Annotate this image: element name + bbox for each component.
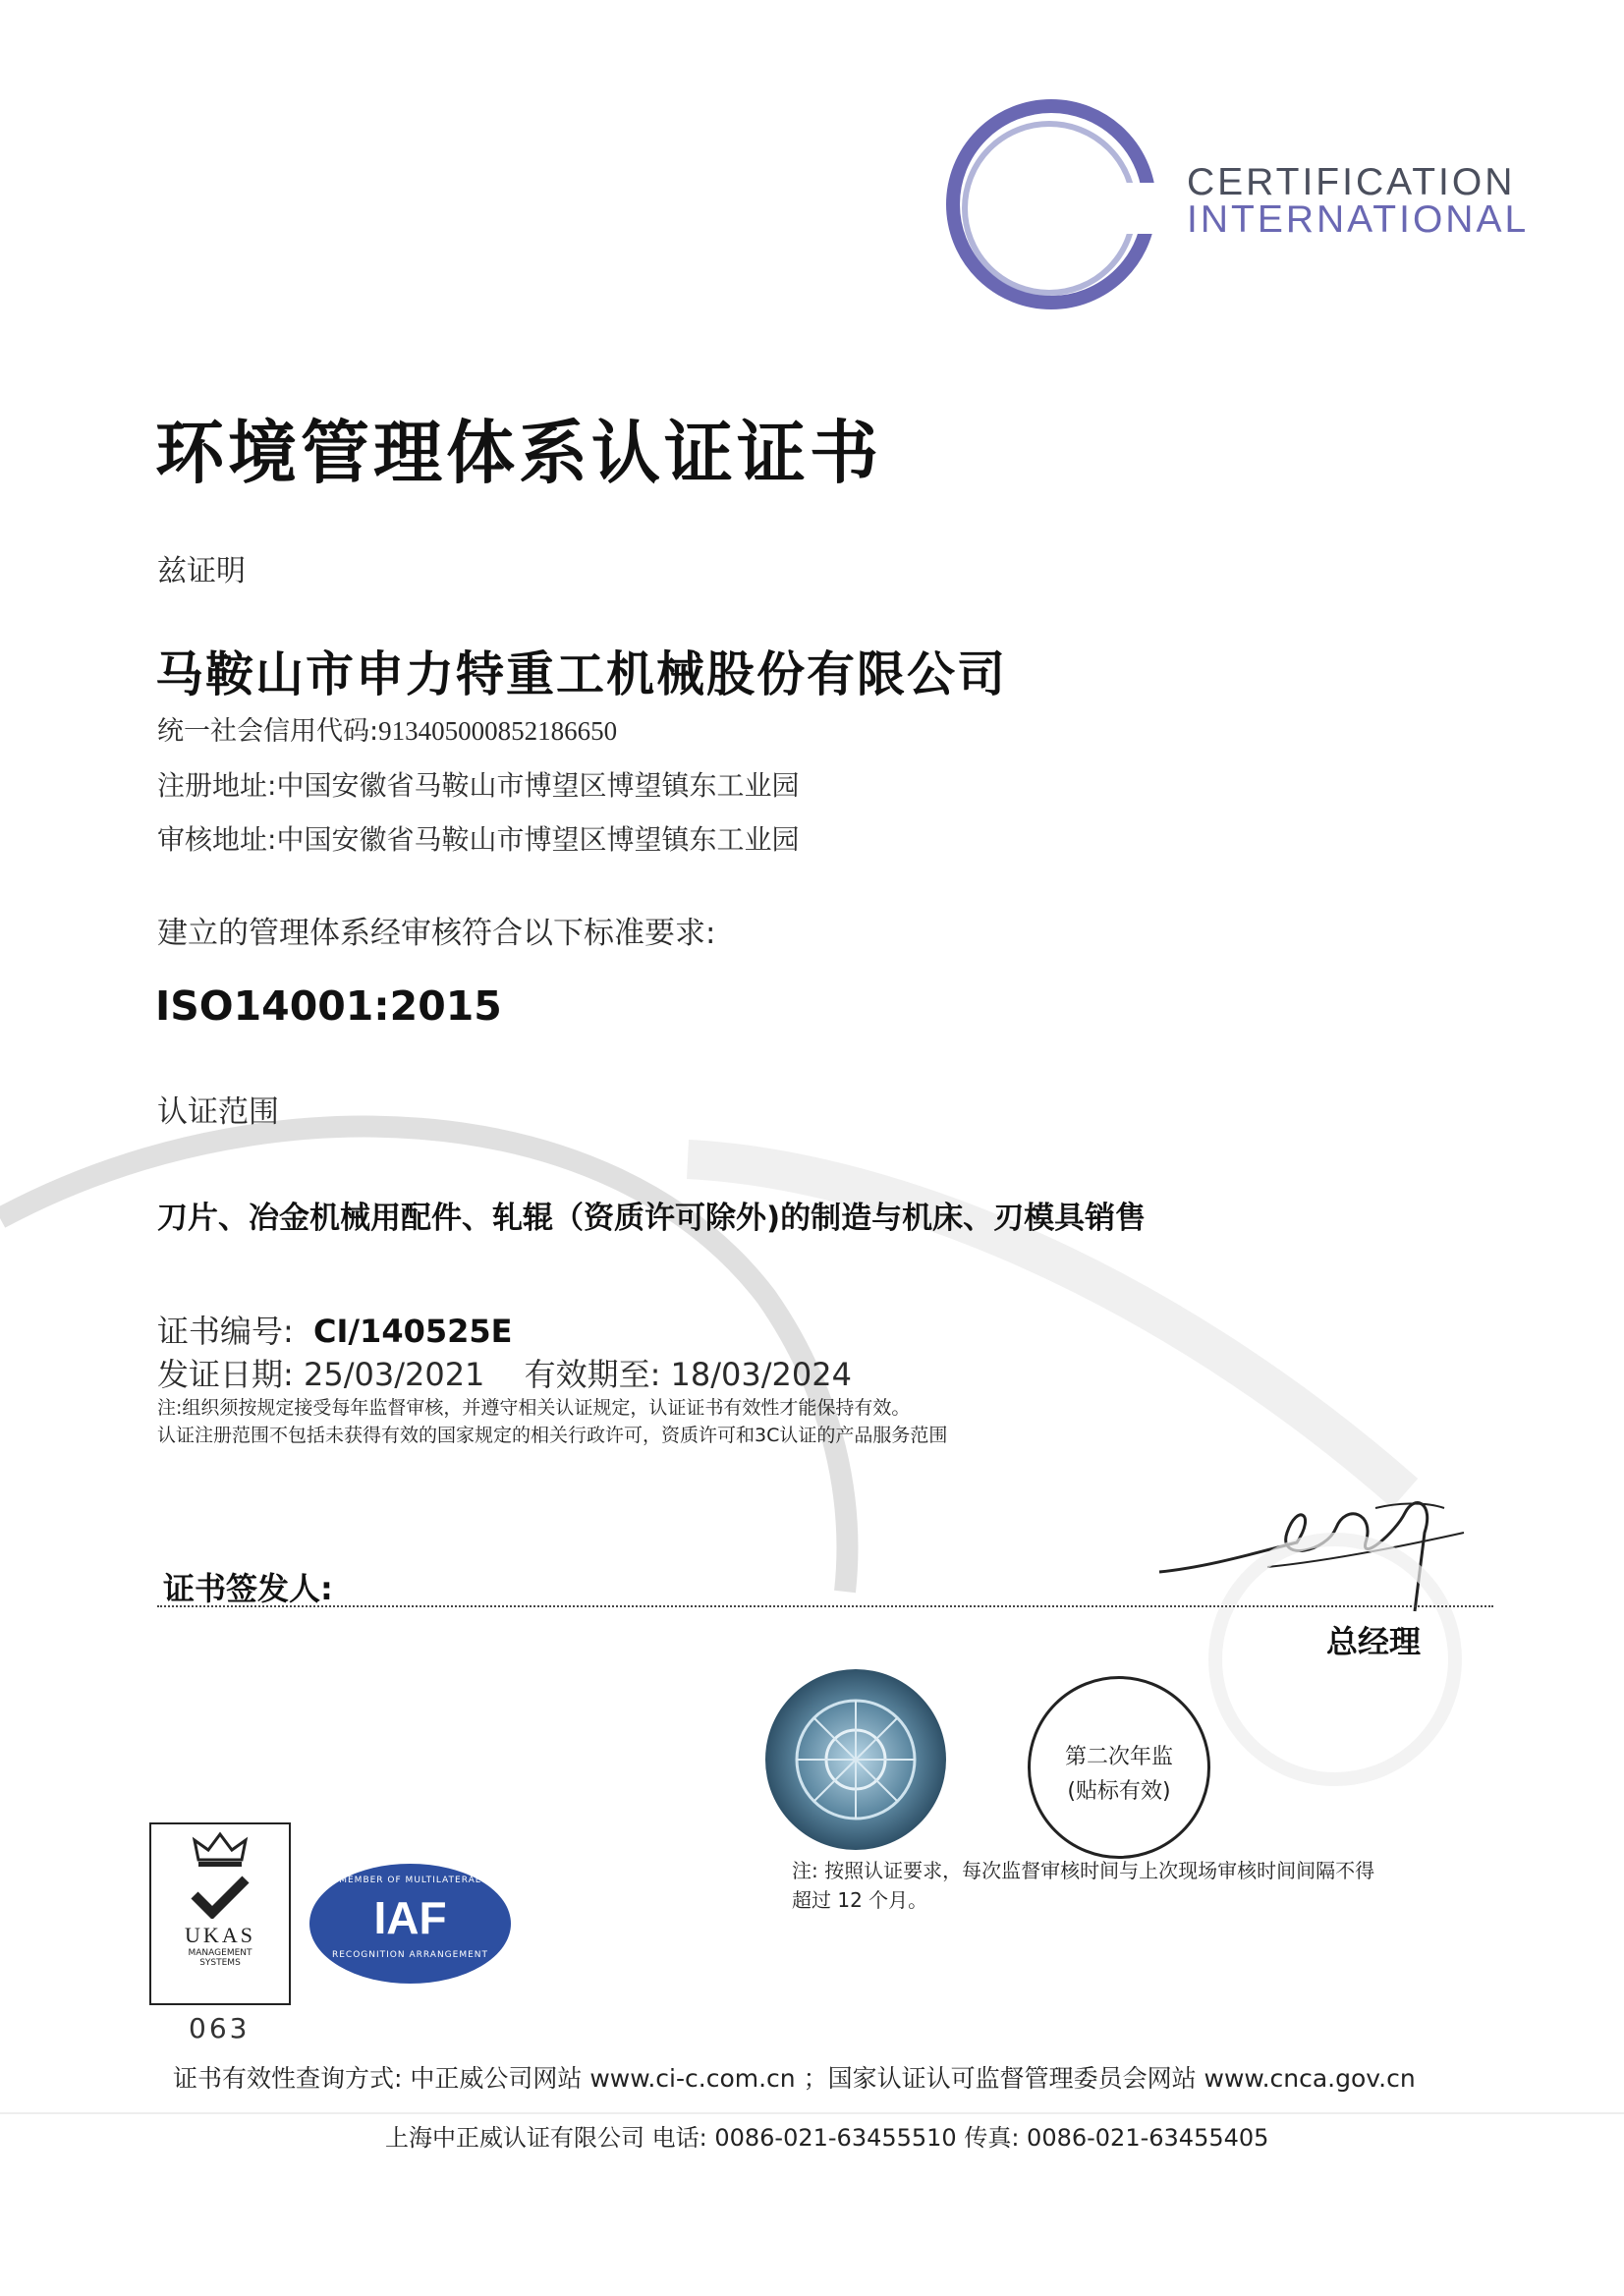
company-name: 马鞍山市申力特重工机械股份有限公司 [155, 646, 1008, 702]
expiry-date-value: 18/03/2024 [670, 1356, 852, 1393]
issue-date-value: 25/03/2021 [303, 1356, 485, 1393]
certification-international-logo [924, 88, 1533, 324]
iaf-mark [309, 1864, 511, 1984]
footer-divider [0, 2112, 1624, 2114]
audit-address-row [157, 818, 799, 858]
registered-address-value: 中国安徽省马鞍山市博望区博望镇东工业园 [276, 769, 800, 802]
verify-line: 证书有效性查询方式: 中正威公司网站 www.ci-c.com.cn ；国家认证认可监督管理委员会网站 www.cnca.gov.cn [173, 2064, 1416, 2093]
iaf-ring-bottom: RECOGNITION ARRANGEMENT [331, 1950, 489, 1960]
annual-circle-line-2: (贴标有效) [1067, 1779, 1171, 1804]
ukas-sub-line-1: MANAGEMENT [188, 1948, 252, 1958]
credit-code-value: 913405000852186650 [378, 716, 618, 746]
surveillance-note-line-2: 超过 12 个月。 [792, 1888, 928, 1912]
surveillance-note-line-1: 注: 按照认证要求，每次监督审核时间与上次现场审核时间间隔不得 [792, 1859, 1375, 1882]
credit-code-label: 统一社会信用代码: [157, 716, 379, 747]
annual-surveillance-circle [1028, 1676, 1210, 1859]
signatory-title: 总经理 [1326, 1623, 1422, 1660]
ukas-sub-line-2: SYSTEMS [199, 1958, 241, 1968]
audit-address-value: 中国安徽省马鞍山市博望区博望镇东工业园 [276, 823, 800, 856]
note-line-2: 认证注册范围不包括未获得有效的国家规定的相关行政许可，资质许可和3C认证的产品服务范围 [157, 1425, 948, 1446]
certificate-title: 环境管理体系认证证书 [155, 413, 882, 493]
iaf-text: IAF [373, 1892, 447, 1943]
logo-ring-icon [924, 88, 1189, 324]
hologram-seal-icon [762, 1666, 949, 1853]
cert-number-value: CI/140525E [312, 1313, 513, 1350]
scope-label: 认证范围 [157, 1094, 279, 1130]
standard-code: ISO14001:2015 [155, 982, 502, 1030]
cert-number-row [157, 1307, 513, 1352]
iaf-ring-top: MEMBER OF MULTILATERAL [339, 1876, 481, 1885]
logo-line-international: INTERNATIONAL [1187, 198, 1530, 241]
registered-address-label: 注册地址: [157, 769, 277, 802]
issuer-label: 证书签发人: [163, 1570, 333, 1607]
standard-intro: 建立的管理体系经审核符合以下标准要求: [157, 916, 716, 951]
issue-date-label: 发证日期: [157, 1356, 294, 1393]
registered-address-row [157, 764, 799, 804]
ukas-text: UKAS [185, 1923, 255, 1947]
logo-line-certification: CERTIFICATION [1187, 161, 1516, 203]
ukas-number: 063 [189, 2012, 251, 2044]
scope-text: 刀片、冶金机械用配件、轧辊（资质许可除外)的制造与机床、刃模具销售 [157, 1201, 1147, 1236]
checkmark-icon [189, 1876, 252, 1919]
dates-row [157, 1350, 852, 1395]
crown-icon [191, 1830, 250, 1870]
hereby-text: 兹证明 [157, 554, 246, 588]
credit-code-row [157, 709, 617, 748]
cert-number-label: 证书编号: [157, 1313, 294, 1350]
signature-dotted-line [157, 1605, 1493, 1607]
ukas-mark [149, 1822, 291, 2005]
contact-line: 上海中正威认证有限公司 电话: 0086-021-63455510 传真: 0086-021-63455405 [385, 2124, 1269, 2152]
annual-circle-line-1: 第二次年监 [1064, 1745, 1173, 1769]
audit-address-label: 审核地址: [157, 823, 277, 856]
note-line-1: 注:组织须按规定接受每年监督审核，并遵守相关认证规定，认证证书有效性才能保持有效。 [157, 1397, 911, 1419]
expiry-label: 有效期至: [524, 1356, 661, 1393]
